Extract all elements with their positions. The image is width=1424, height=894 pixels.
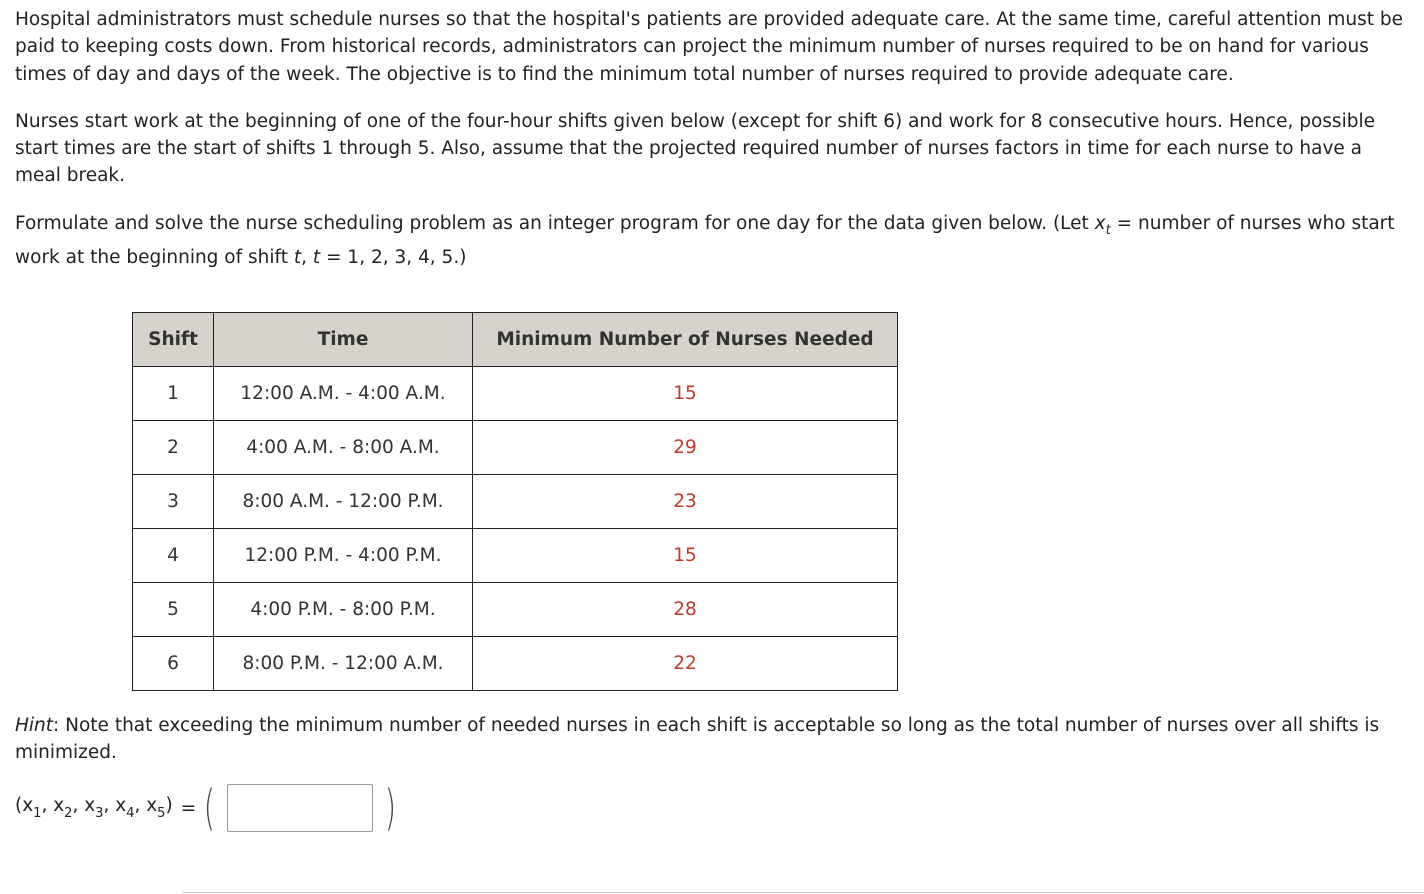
table-row (133, 421, 898, 475)
formulate-text-3: , (301, 247, 313, 269)
shift-number: 6 (133, 637, 214, 691)
hint-text: : Note that exceeding the minimum number of needed nurses in each shift is acceptable so long as the total number of nurses over all shifts is minimized. (15, 715, 1380, 764)
shift-number: 4 (133, 529, 214, 583)
variable-x: x (1094, 212, 1106, 234)
table-row (133, 475, 898, 529)
formulate-text-1: Formulate and solve the nurse scheduling problem as an integer program for one day for the data given below. (Let (15, 212, 1095, 234)
table-row (133, 583, 898, 637)
minimum-nurses: 15 (473, 367, 898, 421)
shift-time: 8:00 P.M. - 12:00 A.M. (214, 637, 473, 691)
answer-variables-label: ($x_1$, $x_2$, $x_3$, $x_4$, $x_5$) (15, 795, 173, 821)
hint-paragraph (15, 712, 1410, 767)
left-paren: ( (203, 780, 216, 836)
bottom-divider (183, 892, 1424, 893)
variable-t: t (312, 247, 321, 269)
shift-number: 3 (133, 475, 214, 529)
formulate-text-4: = 1, 2, 3, 4, 5.) (320, 247, 467, 269)
formulate-text-2: = number of nurses who start work at the beginning of shift (15, 212, 1395, 269)
table-row (133, 637, 898, 691)
answer-var-x2: $x_2$ (53, 795, 73, 821)
minimum-nurses: 29 (473, 421, 898, 475)
answer-var-x4: $x_4$ (115, 795, 135, 821)
formulate-paragraph (15, 210, 1410, 272)
hint-label: Hint (15, 715, 54, 736)
shift-time: 4:00 P.M. - 8:00 P.M. (214, 583, 473, 637)
answer-var-x5: $x_5$ (146, 795, 166, 821)
header-shift: Shift (133, 313, 214, 367)
variable-t-shift: t (293, 247, 302, 269)
table-header-row (133, 313, 898, 367)
shift-time: 12:00 P.M. - 4:00 P.M. (214, 529, 473, 583)
nurse-shift-table (132, 312, 898, 691)
shift-time: 4:00 A.M. - 8:00 A.M. (214, 421, 473, 475)
equals-sign: = (180, 797, 197, 819)
minimum-nurses: 23 (473, 475, 898, 529)
answer-var-x3: $x_3$ (84, 795, 104, 821)
shift-number: 1 (133, 367, 214, 421)
table-row (133, 367, 898, 421)
shift-number: 5 (133, 583, 214, 637)
shift-time: 12:00 A.M. - 4:00 A.M. (214, 367, 473, 421)
minimum-nurses: 22 (473, 637, 898, 691)
variable-x-subscript: t (1105, 222, 1111, 238)
problem-statement (15, 6, 1410, 271)
answer-var-x1: $x_1$ (22, 795, 42, 821)
answer-input[interactable] (227, 784, 373, 832)
table-row (133, 529, 898, 583)
intro-paragraph: Hospital administrators must schedule nurses so that the hospital's patients are provided adequate care. At the same time, careful attention must be paid to keeping costs down. From historical records, administrators can project the minimum number of nurses required to be on hand for various times of day and days of the week. The objective is to find the minimum total number of nurses required to provide adequate care. (15, 9, 1403, 85)
right-paren: ) (384, 780, 396, 836)
shift-paragraph: Nurses start work at the beginning of one of the four-hour shifts given below (except for shift 6) and work for 8 consecutive hours. Hence, possible start times are the start of shifts 1 through 5. Also, assume that the projected required number of nurses factors in time for each nurse to have a meal break. (15, 110, 1375, 187)
minimum-nurses: 15 (473, 529, 898, 583)
shift-time: 8:00 A.M. - 12:00 P.M. (214, 475, 473, 529)
minimum-nurses: 28 (473, 583, 898, 637)
answer-row (15, 778, 400, 838)
header-minimum-nurses: Minimum Number of Nurses Needed (473, 313, 898, 367)
header-time: Time (214, 313, 473, 367)
shift-number: 2 (133, 421, 214, 475)
